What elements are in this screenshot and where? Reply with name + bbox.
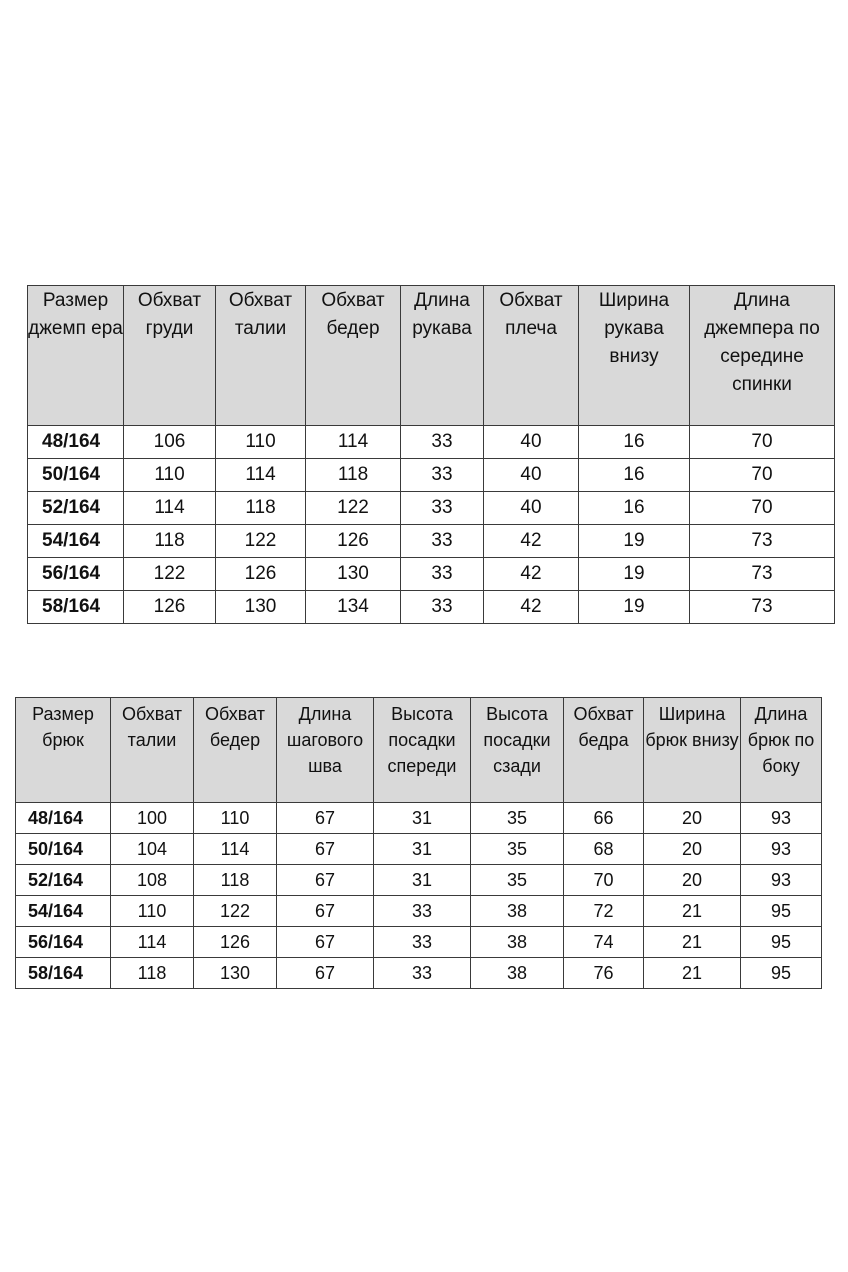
value-cell: 33 xyxy=(401,426,484,459)
jumper-header-waist: Обхват талии xyxy=(216,286,306,426)
jumper-header-sleeve-width: Ширина рукава внизу xyxy=(579,286,690,426)
size-cell: 52/164 xyxy=(16,865,111,896)
value-cell: 126 xyxy=(306,525,401,558)
jumper-header-hips: Обхват бедер xyxy=(306,286,401,426)
size-cell: 56/164 xyxy=(16,927,111,958)
table-row xyxy=(16,896,822,927)
trousers-header-side-length: Длина брюк по боку xyxy=(741,698,822,803)
value-cell: 35 xyxy=(471,834,564,865)
value-cell: 95 xyxy=(741,896,822,927)
value-cell: 40 xyxy=(484,459,579,492)
value-cell: 70 xyxy=(564,865,644,896)
value-cell: 104 xyxy=(111,834,194,865)
table-row xyxy=(16,865,822,896)
trousers-header-thigh: Обхват бедра xyxy=(564,698,644,803)
value-cell: 31 xyxy=(374,803,471,834)
value-cell: 16 xyxy=(579,459,690,492)
trousers-header-front-rise: Высота посадки спереди xyxy=(374,698,471,803)
value-cell: 19 xyxy=(579,558,690,591)
table-row xyxy=(16,803,822,834)
value-cell: 118 xyxy=(306,459,401,492)
value-cell: 19 xyxy=(579,591,690,624)
value-cell: 110 xyxy=(194,803,277,834)
trousers-header-hips: Обхват бедер xyxy=(194,698,277,803)
value-cell: 76 xyxy=(564,958,644,989)
value-cell: 122 xyxy=(306,492,401,525)
value-cell: 95 xyxy=(741,927,822,958)
value-cell: 33 xyxy=(401,525,484,558)
value-cell: 93 xyxy=(741,865,822,896)
value-cell: 118 xyxy=(111,958,194,989)
value-cell: 118 xyxy=(194,865,277,896)
value-cell: 21 xyxy=(644,927,741,958)
value-cell: 38 xyxy=(471,927,564,958)
value-cell: 33 xyxy=(374,896,471,927)
jumper-size-table xyxy=(27,285,835,624)
trousers-header-inseam: Длина шагового шва xyxy=(277,698,374,803)
value-cell: 126 xyxy=(194,927,277,958)
value-cell: 20 xyxy=(644,834,741,865)
value-cell: 106 xyxy=(124,426,216,459)
jumper-header-back-length: Длина джемпера по середине спинки xyxy=(690,286,835,426)
value-cell: 130 xyxy=(306,558,401,591)
value-cell: 16 xyxy=(579,426,690,459)
value-cell: 21 xyxy=(644,896,741,927)
value-cell: 68 xyxy=(564,834,644,865)
value-cell: 110 xyxy=(111,896,194,927)
value-cell: 19 xyxy=(579,525,690,558)
value-cell: 130 xyxy=(194,958,277,989)
table-row xyxy=(16,927,822,958)
size-cell: 54/164 xyxy=(28,525,124,558)
size-cell: 58/164 xyxy=(28,591,124,624)
value-cell: 67 xyxy=(277,927,374,958)
jumper-header-row xyxy=(28,286,835,426)
value-cell: 73 xyxy=(690,558,835,591)
value-cell: 73 xyxy=(690,525,835,558)
table-row xyxy=(16,958,822,989)
value-cell: 33 xyxy=(401,492,484,525)
value-cell: 118 xyxy=(216,492,306,525)
value-cell: 110 xyxy=(216,426,306,459)
value-cell: 67 xyxy=(277,896,374,927)
value-cell: 33 xyxy=(401,591,484,624)
size-cell: 48/164 xyxy=(16,803,111,834)
jumper-header-chest: Обхват груди xyxy=(124,286,216,426)
value-cell: 21 xyxy=(644,958,741,989)
value-cell: 114 xyxy=(111,927,194,958)
trousers-header-size: Размер брюк xyxy=(16,698,111,803)
value-cell: 74 xyxy=(564,927,644,958)
value-cell: 100 xyxy=(111,803,194,834)
value-cell: 31 xyxy=(374,834,471,865)
value-cell: 118 xyxy=(124,525,216,558)
value-cell: 95 xyxy=(741,958,822,989)
value-cell: 114 xyxy=(306,426,401,459)
trousers-header-back-rise: Высота посадки сзади xyxy=(471,698,564,803)
value-cell: 70 xyxy=(690,492,835,525)
value-cell: 110 xyxy=(124,459,216,492)
value-cell: 122 xyxy=(216,525,306,558)
jumper-header-size: Размер джемп ера xyxy=(28,286,124,426)
value-cell: 31 xyxy=(374,865,471,896)
value-cell: 122 xyxy=(124,558,216,591)
value-cell: 67 xyxy=(277,865,374,896)
table-row xyxy=(16,834,822,865)
size-cell: 50/164 xyxy=(28,459,124,492)
value-cell: 42 xyxy=(484,558,579,591)
value-cell: 33 xyxy=(401,558,484,591)
value-cell: 33 xyxy=(374,927,471,958)
value-cell: 130 xyxy=(216,591,306,624)
value-cell: 70 xyxy=(690,459,835,492)
size-cell: 52/164 xyxy=(28,492,124,525)
value-cell: 134 xyxy=(306,591,401,624)
table-row xyxy=(28,426,835,459)
trousers-header-bottom-width: Ширина брюк внизу xyxy=(644,698,741,803)
value-cell: 16 xyxy=(579,492,690,525)
value-cell: 40 xyxy=(484,426,579,459)
table-row xyxy=(28,525,835,558)
size-cell: 54/164 xyxy=(16,896,111,927)
table-row xyxy=(28,591,835,624)
value-cell: 93 xyxy=(741,834,822,865)
value-cell: 40 xyxy=(484,492,579,525)
value-cell: 42 xyxy=(484,591,579,624)
value-cell: 35 xyxy=(471,803,564,834)
value-cell: 33 xyxy=(401,459,484,492)
table-row xyxy=(28,492,835,525)
value-cell: 67 xyxy=(277,958,374,989)
table-row xyxy=(28,459,835,492)
value-cell: 114 xyxy=(194,834,277,865)
size-cell: 58/164 xyxy=(16,958,111,989)
table-row xyxy=(28,558,835,591)
value-cell: 126 xyxy=(124,591,216,624)
jumper-header-sleeve-length: Длина рукава xyxy=(401,286,484,426)
value-cell: 42 xyxy=(484,525,579,558)
value-cell: 20 xyxy=(644,865,741,896)
size-cell: 56/164 xyxy=(28,558,124,591)
value-cell: 93 xyxy=(741,803,822,834)
value-cell: 67 xyxy=(277,803,374,834)
value-cell: 67 xyxy=(277,834,374,865)
value-cell: 20 xyxy=(644,803,741,834)
value-cell: 73 xyxy=(690,591,835,624)
value-cell: 122 xyxy=(194,896,277,927)
value-cell: 35 xyxy=(471,865,564,896)
trousers-header-row xyxy=(16,698,822,803)
value-cell: 66 xyxy=(564,803,644,834)
value-cell: 33 xyxy=(374,958,471,989)
jumper-header-shoulder: Обхват плеча xyxy=(484,286,579,426)
value-cell: 126 xyxy=(216,558,306,591)
value-cell: 70 xyxy=(690,426,835,459)
value-cell: 108 xyxy=(111,865,194,896)
size-cell: 48/164 xyxy=(28,426,124,459)
value-cell: 72 xyxy=(564,896,644,927)
trousers-header-waist: Обхват талии xyxy=(111,698,194,803)
value-cell: 114 xyxy=(216,459,306,492)
value-cell: 114 xyxy=(124,492,216,525)
trousers-size-table xyxy=(15,697,822,989)
size-cell: 50/164 xyxy=(16,834,111,865)
value-cell: 38 xyxy=(471,896,564,927)
value-cell: 38 xyxy=(471,958,564,989)
